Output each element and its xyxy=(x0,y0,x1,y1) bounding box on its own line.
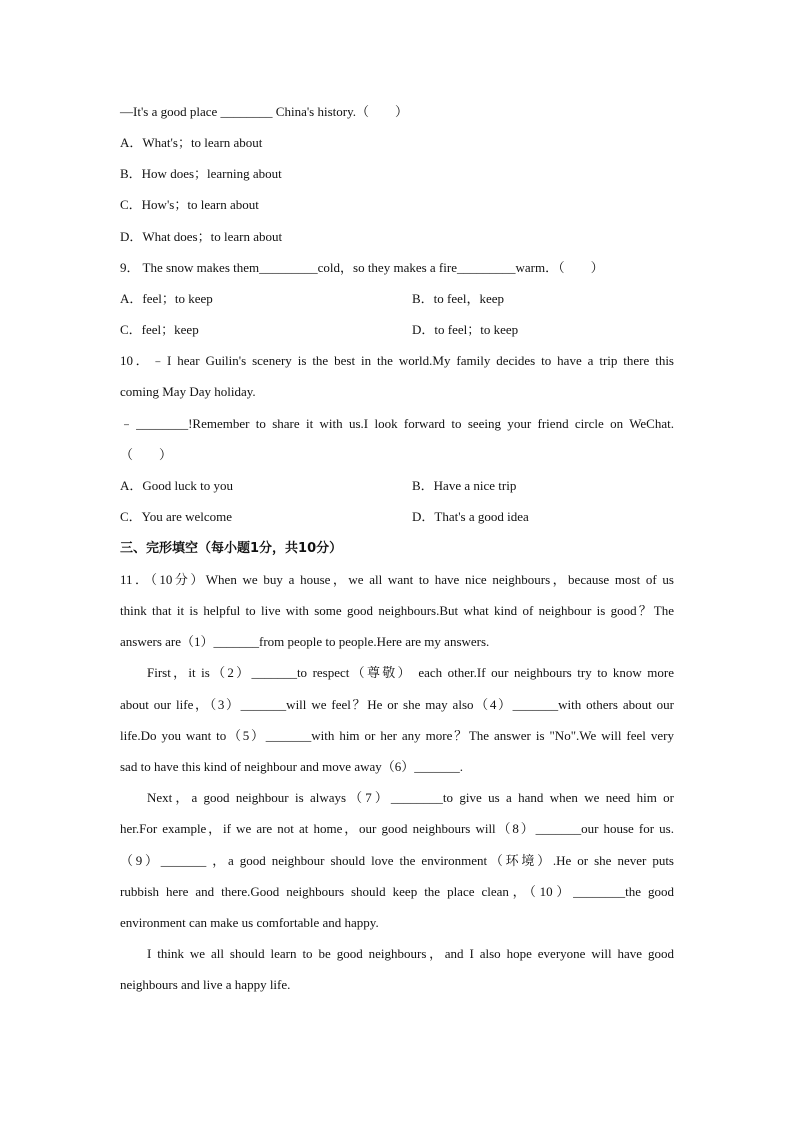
question-10-option-b: B．Have a nice trip xyxy=(412,478,517,493)
question-10-reply-line2: （ ） xyxy=(120,447,173,462)
question-9-option-c: C．feel；keep xyxy=(120,322,199,337)
passage-line: sad to have this kind of neighbour and move away（6）_______. xyxy=(120,759,463,774)
question-9-stem: 9． The snow makes them_________cold，so they makes a fire_________warm．（ ） xyxy=(120,260,604,275)
question-10-option-d: D．That's a good idea xyxy=(412,509,529,524)
passage-line: （9）_______ ，a good neighbour should love the environment（环境）.He or she never puts xyxy=(120,853,674,868)
question-8-option-d: D．What does；to learn about xyxy=(120,229,283,244)
passage-paragraph-start: Next，a good neighbour is always（7）________to give us a hand when we need him or xyxy=(147,790,674,805)
passage-line: environment can make us comfortable and happy. xyxy=(120,915,379,930)
passage-paragraph-start: I think we all should learn to be good neighbours，and I also hope everyone will have good xyxy=(147,946,674,961)
passage-line: 11．（10分）When we buy a house，we all want to have nice neighbours，because most of us xyxy=(120,572,674,587)
question-10-reply-line1: ﹣________!Remember to share it with us.I look forward to seeing your friend circle on WeChat. xyxy=(120,416,674,431)
passage-line: think that it is helpful to live with some good neighbours.But what kind of neighbour is good？The xyxy=(120,603,674,618)
question-8-option-c: C．How's；to learn about xyxy=(120,197,259,212)
question-10-stem-line1: 10．﹣I hear Guilin's scenery is the best in the world.My family decides to have a trip there this xyxy=(120,353,674,368)
question-10-option-c: C．You are welcome xyxy=(120,509,233,524)
passage-line: life.Do you want to（5）_______with him or her any more？The answer is "No".We will feel very xyxy=(120,728,674,743)
passage-line: neighbours and live a happy life. xyxy=(120,977,291,992)
passage-line: her.For example，if we are not at home，our good neighbours will（8）_______our house for us. xyxy=(120,821,674,836)
passage-line: answers are（1）_______from people to people.Here are my answers. xyxy=(120,634,490,649)
section-3-heading: 三、完形填空（每小题1分，共10分） xyxy=(120,541,343,556)
question-8-stem: —It's a good place ________ China's history.（ ） xyxy=(120,104,409,119)
question-10-stem-line2: coming May Day holiday. xyxy=(120,384,256,399)
passage-line: about our life，（3）_______will we feel？He or she may also（4）_______with others about our xyxy=(120,697,674,712)
passage-paragraph-start: First，it is（2）_______to respect（尊敬） each other.If our neighbours try to know more xyxy=(147,665,674,680)
passage-line: rubbish here and there.Good neighbours should keep the place clean，（10）________the good xyxy=(120,884,674,899)
question-9-option-d: D．to feel；to keep xyxy=(412,322,519,337)
question-8-option-a: A．What's；to learn about xyxy=(120,135,263,150)
question-9-option-a: A．feel；to keep xyxy=(120,291,213,306)
question-9-option-b: B．to feel，keep xyxy=(412,291,505,306)
question-8-option-b: B．How does；learning about xyxy=(120,166,282,181)
question-10-option-a: A．Good luck to you xyxy=(120,478,234,493)
